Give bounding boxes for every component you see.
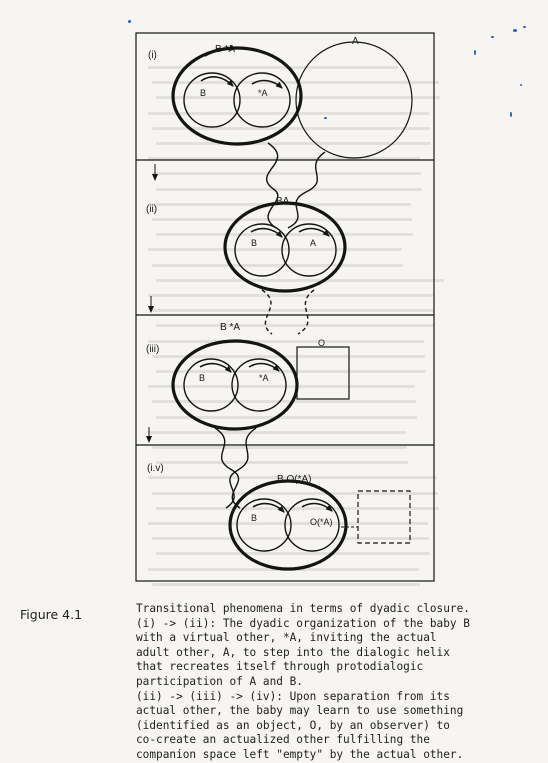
caption-line: (identified as an object, O, by an observer) to [136,718,450,732]
arrow-virtual-other [249,364,279,371]
baby-closure-ellipse [173,341,297,429]
arrow-a [299,229,329,236]
baby-b-loop [237,499,291,551]
label-b-star-a: B *A [220,322,241,333]
arrow-b [251,229,282,237]
label-star-a: *A [258,88,268,98]
figure-caption [136,602,548,763]
label-star-a: *A [259,373,269,383]
label-object-o: O [318,338,326,348]
label-b: B [199,373,206,383]
panel-label-ii: (ii) [146,204,158,215]
caption-line: Transitional phenomena in terms of dyadic closure. [136,602,470,615]
helix-strand [226,428,256,508]
panel-label-iii: (iii) [146,344,160,355]
virtual-other-loop [232,359,286,411]
label-ba: BA [276,196,290,207]
helix-strand [215,428,240,508]
baby-b-loop [184,359,238,411]
label-o-star-a: O(*A) [310,517,333,527]
label-b: B [251,238,258,248]
label-b: B [200,88,207,98]
baby-b-loop [184,73,240,127]
ink-mark [513,29,517,32]
arrow-actualized-other [302,504,332,511]
caption-line: with a virtual other, *A, inviting the actual [136,631,437,645]
label-b-o-star-a: B O(*A) [277,474,312,485]
panel-label-iv: (i.v) [147,463,164,474]
empty-companion-box [358,491,410,543]
figure-label: Figure 4.1 [20,607,83,622]
panel-ii-diagram [151,196,345,334]
helix-strand [288,152,325,228]
baby-closure-ellipse [173,48,301,144]
caption-line: actual other, the baby may learn to use something [136,704,464,718]
dyad-closure-ellipse [225,203,345,291]
helix-strand [267,143,278,228]
ink-mark [523,26,526,28]
helix-strand-dashed [298,290,314,334]
ink-mark [510,112,512,117]
baby-b-loop [235,224,289,276]
caption-line: participation of A and B. [136,674,303,688]
ink-mark [324,117,327,119]
object-box [297,347,349,399]
label-a: A [352,36,359,47]
ink-mark [128,20,131,23]
caption-line: (i) -> (ii): The dyadic organization of the baby B [136,616,470,630]
arrow-virtual-other [252,81,282,88]
caption-line: that recreates itself through protodialogic [136,660,424,674]
arrow-b [253,504,284,512]
helix-strand-dashed [262,290,272,334]
ink-mark [491,36,494,38]
caption-line: co-create an actualized other fulfilling the [136,733,430,747]
panel-label-i: (i) [148,50,157,61]
label-b-star-a: B *A [215,44,236,55]
ink-mark [520,84,522,86]
panel-iii-diagram [149,322,349,508]
ink-mark [474,50,476,55]
caption-line: companion space left "empty" by the actual other. [136,747,464,761]
label-b: B [251,513,258,523]
label-a: A [310,238,317,248]
caption-line: adult other, A, to step into the dialogic helix [136,645,450,659]
arrow-b [200,364,231,372]
panel-iv-diagram [230,474,410,569]
adult-a-loop [282,224,336,276]
caption-line: (ii) -> (iii) -> (iv): Upon separation from its [136,689,450,703]
adult-a-circle [296,42,412,158]
